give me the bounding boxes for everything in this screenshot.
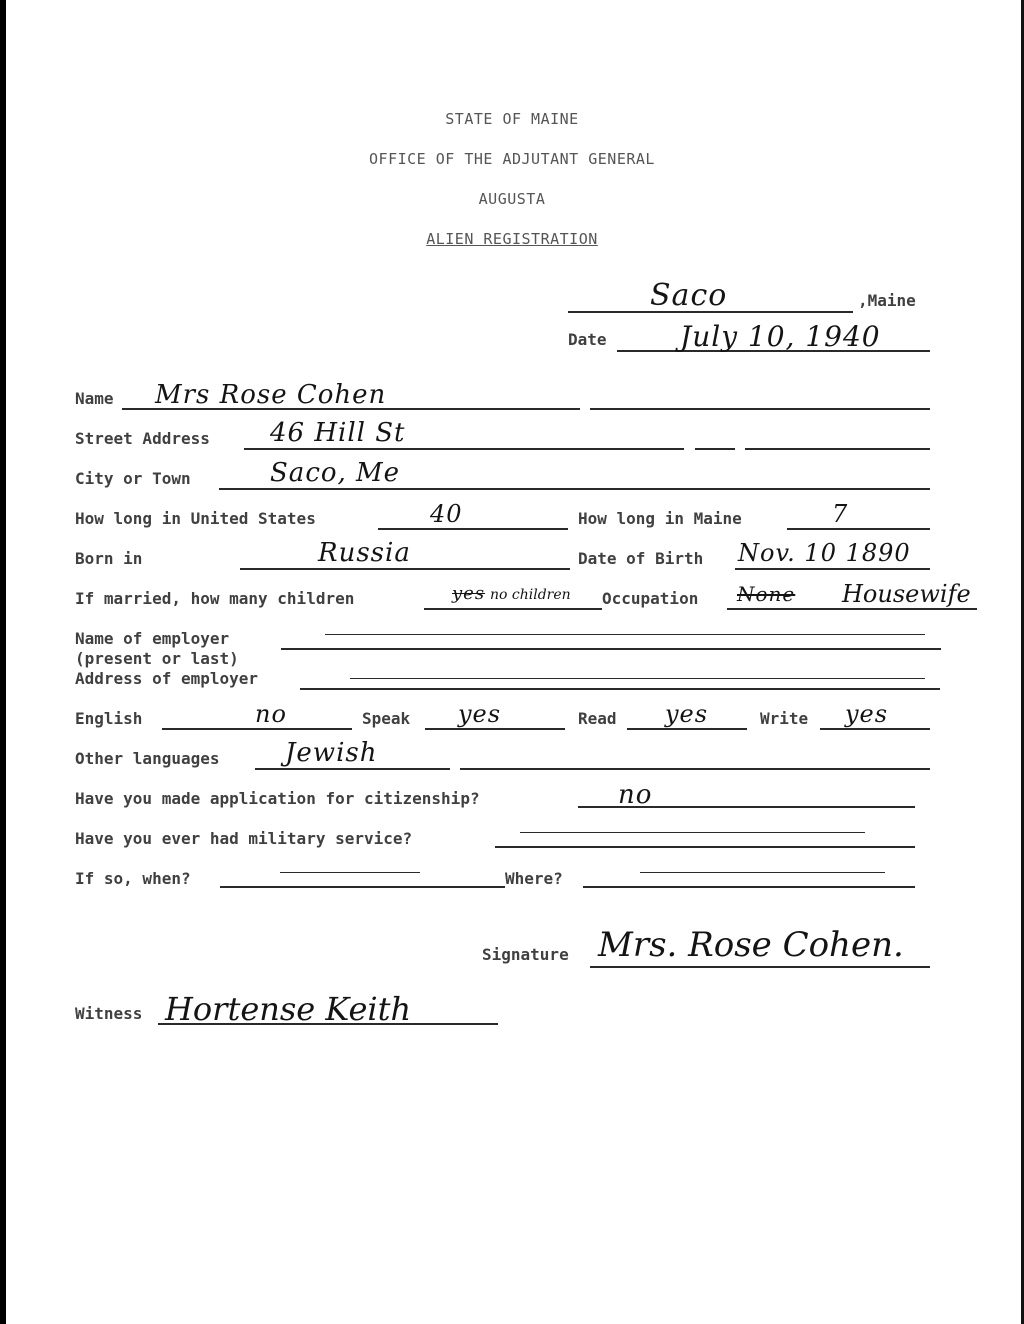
- header-office: OFFICE OF THE ADJUTANT GENERAL: [369, 150, 655, 168]
- english-value: no: [255, 700, 287, 728]
- employer-name-line: [281, 648, 941, 650]
- occupation-struck-value: None: [737, 582, 796, 606]
- military-line: [495, 846, 915, 848]
- name-label: Name: [75, 389, 114, 408]
- how-long-maine-label: How long in Maine: [578, 509, 742, 528]
- how-long-us-label: How long in United States: [75, 509, 316, 528]
- born-in-label: Born in: [75, 549, 143, 568]
- other-languages-value: Jewish: [285, 738, 378, 768]
- where-line: [583, 886, 915, 888]
- witness-value: Hortense Keith: [165, 990, 412, 1028]
- header-form-title: ALIEN REGISTRATION: [426, 230, 598, 248]
- speak-value: yes: [458, 700, 502, 728]
- street-line-3: [745, 448, 930, 450]
- speak-line: [425, 728, 565, 730]
- read-label: Read: [578, 709, 617, 728]
- employer-address-label: Address of employer: [75, 669, 259, 688]
- speak-label: Speak: [362, 709, 411, 728]
- read-value: yes: [665, 700, 709, 728]
- if-so-when-label: If so, when?: [75, 869, 191, 888]
- write-value: yes: [845, 700, 889, 728]
- city-label: City or Town: [75, 469, 191, 488]
- occupation-line: [727, 608, 977, 610]
- witness-label: Witness: [75, 1004, 143, 1023]
- married-line: [424, 608, 602, 610]
- married-label: If married, how many children: [75, 589, 355, 608]
- town-value: Saco: [650, 278, 728, 313]
- occupation-value: Housewife: [842, 580, 971, 608]
- header-city: AUGUSTA: [478, 190, 546, 208]
- name-line-2: [590, 408, 930, 410]
- write-label: Write: [760, 709, 809, 728]
- signature-line: [590, 966, 930, 968]
- english-line: [162, 728, 352, 730]
- street-value: 46 Hill St: [270, 418, 406, 448]
- dob-label: Date of Birth: [578, 549, 704, 568]
- how-long-us-line: [378, 528, 568, 530]
- how-long-maine-value: 7: [832, 500, 849, 528]
- dob-value: Nov. 10 1890: [738, 539, 911, 567]
- employer-name-label: Name of employer: [75, 629, 230, 648]
- street-label: Street Address: [75, 429, 210, 448]
- dob-line: [735, 568, 930, 570]
- born-in-value: Russia: [318, 538, 411, 568]
- date-value: July 10, 1940: [680, 320, 881, 353]
- citizenship-label: Have you made application for citizenship?: [75, 789, 480, 808]
- military-label: Have you ever had military service?: [75, 829, 413, 848]
- write-line: [820, 728, 930, 730]
- street-line-2: [695, 448, 735, 450]
- where-stroke: [640, 872, 885, 873]
- other-languages-label: Other languages: [75, 749, 220, 768]
- street-line: [244, 448, 684, 450]
- married-value: no children: [490, 587, 571, 603]
- married-struck-value: yes: [452, 583, 486, 604]
- city-line: [219, 488, 930, 490]
- when-stroke: [280, 872, 420, 873]
- signature-label: Signature: [482, 945, 569, 964]
- english-label: English: [75, 709, 143, 728]
- employer-note-label: (present or last): [75, 649, 239, 668]
- where-label: Where?: [505, 869, 563, 888]
- header-state: STATE OF MAINE: [445, 110, 579, 128]
- maine-label: ,Maine: [858, 291, 916, 310]
- born-in-line: [240, 568, 570, 570]
- how-long-us-value: 40: [430, 500, 463, 528]
- citizenship-value: no: [618, 780, 653, 810]
- when-line: [220, 886, 505, 888]
- employer-address-line: [300, 688, 940, 690]
- date-label: Date: [568, 330, 607, 349]
- other-languages-line: [255, 768, 450, 770]
- occupation-label: Occupation: [602, 589, 699, 608]
- read-line: [627, 728, 747, 730]
- employer-address-stroke: [350, 678, 925, 679]
- how-long-maine-line: [787, 528, 930, 530]
- employer-name-stroke: [325, 634, 925, 635]
- signature-value: Mrs. Rose Cohen.: [598, 925, 904, 965]
- city-value: Saco, Me: [270, 458, 401, 488]
- military-stroke: [520, 832, 865, 833]
- other-languages-line-2: [460, 768, 930, 770]
- name-value: Mrs Rose Cohen: [155, 380, 387, 410]
